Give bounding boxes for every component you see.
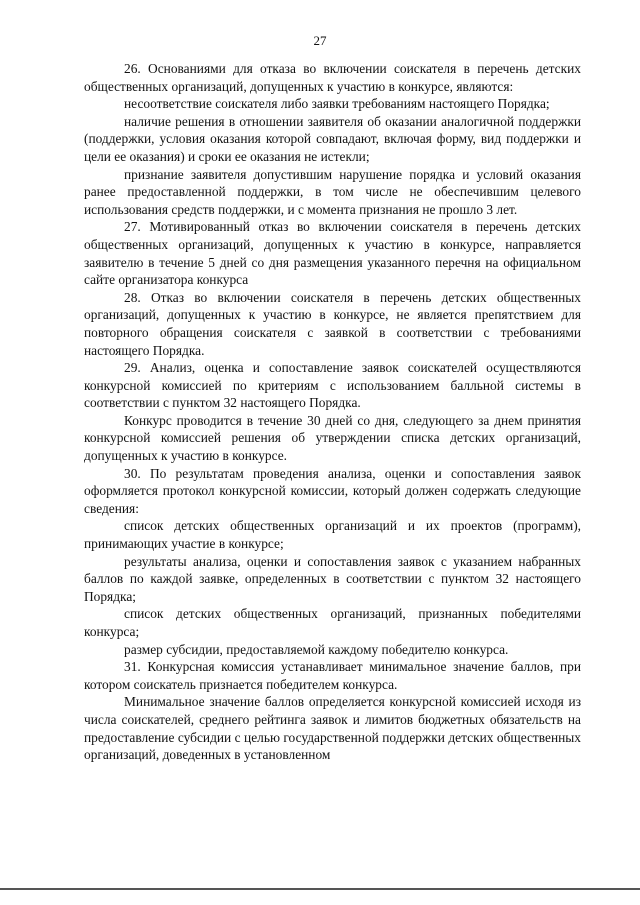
- paragraph-27: 27. Мотивированный отказ во включении соискателя в перечень детских общественных организаций, допущенных к участию в конкурсе, направляется заявителю в течение 5 дней со дня размещения указанного перечня на официальном сайте организатора конкурса: [84, 219, 581, 288]
- paragraph-26-item-2: наличие решения в отношении заявителя об оказании аналогичной поддержки (поддержки, условия оказания которой совпадают, включая форму, вид поддержки и цели ее оказания) и сроки ее оказания не истекли;: [84, 113, 581, 164]
- paragraph-26-item-1: несоответствие соискателя либо заявки требованиям настоящего Порядка;: [124, 96, 550, 112]
- paragraph-30-item-3: список детских общественных организаций, признанных победителями конкурса;: [84, 606, 581, 639]
- paragraph-26-item-3: признание заявителя допустившим нарушение порядка и условий оказания ранее предоставленной поддержки, в том числе не обеспечившим целевого использования средств поддержки, и с момента признания не прошло 3 лет.: [84, 166, 581, 217]
- paragraph-31: 31. Конкурсная комиссия устанавливает минимальное значение баллов, при котором соискатель признается победителем конкурса.: [84, 659, 581, 692]
- document-body: [84, 60, 581, 764]
- paragraph-29-continued: Конкурс проводится в течение 30 дней со дня, следующего за днем принятия конкурсной комиссией решения об утверждении списка детских организаций, допущенных к участию в конкурсе.: [84, 412, 581, 464]
- paragraph-29: 29. Анализ, оценка и сопоставление заявок соискателей осуществляются конкурсной комиссией по критериям с использованием балльной системы в соответствии с пунктом 32 настоящего Порядка.: [84, 360, 581, 411]
- paragraph-26: 26. Основаниями для отказа во включении соискателя в перечень детских общественных организаций, допущенных к участию в конкурсе, являются:: [84, 61, 581, 94]
- paragraph-30-item-2: результаты анализа, оценки и сопоставления заявок с указанием набранных баллов по каждой заявке, определенных в соответствии с пунктом 32 настоящего Порядка;: [84, 553, 581, 604]
- paragraph-30-item-1: список детских общественных организаций и их проектов (программ), принимающих участие в конкурсе;: [84, 518, 581, 552]
- paragraph-30-item-4: размер субсидии, предоставляемой каждому победителю конкурса.: [124, 641, 509, 657]
- page-bottom-edge: [0, 888, 640, 890]
- paragraph-28: 28. Отказ во включении соискателя в перечень детских общественных организаций, допущенных к участию в конкурсе, не является препятствием для повторного обращения соискателя с заявкой в соответствии с требованиями настоящего Порядка.: [84, 289, 581, 358]
- paragraph-31-continued: Минимальное значение баллов определяется конкурсной комиссией исходя из числа соискателей, среднего рейтинга заявок и лимитов бюджетных обязательств на предоставление субсидии с целью государственной поддержки детских общественных организаций, доведенных в установленном: [84, 694, 581, 763]
- paragraph-30: 30. По результатам проведения анализа, оценки и сопоставления заявок оформляется протокол конкурсной комиссии, который должен содержать следующие сведения:: [84, 465, 581, 516]
- page-number: 27: [313, 33, 327, 48]
